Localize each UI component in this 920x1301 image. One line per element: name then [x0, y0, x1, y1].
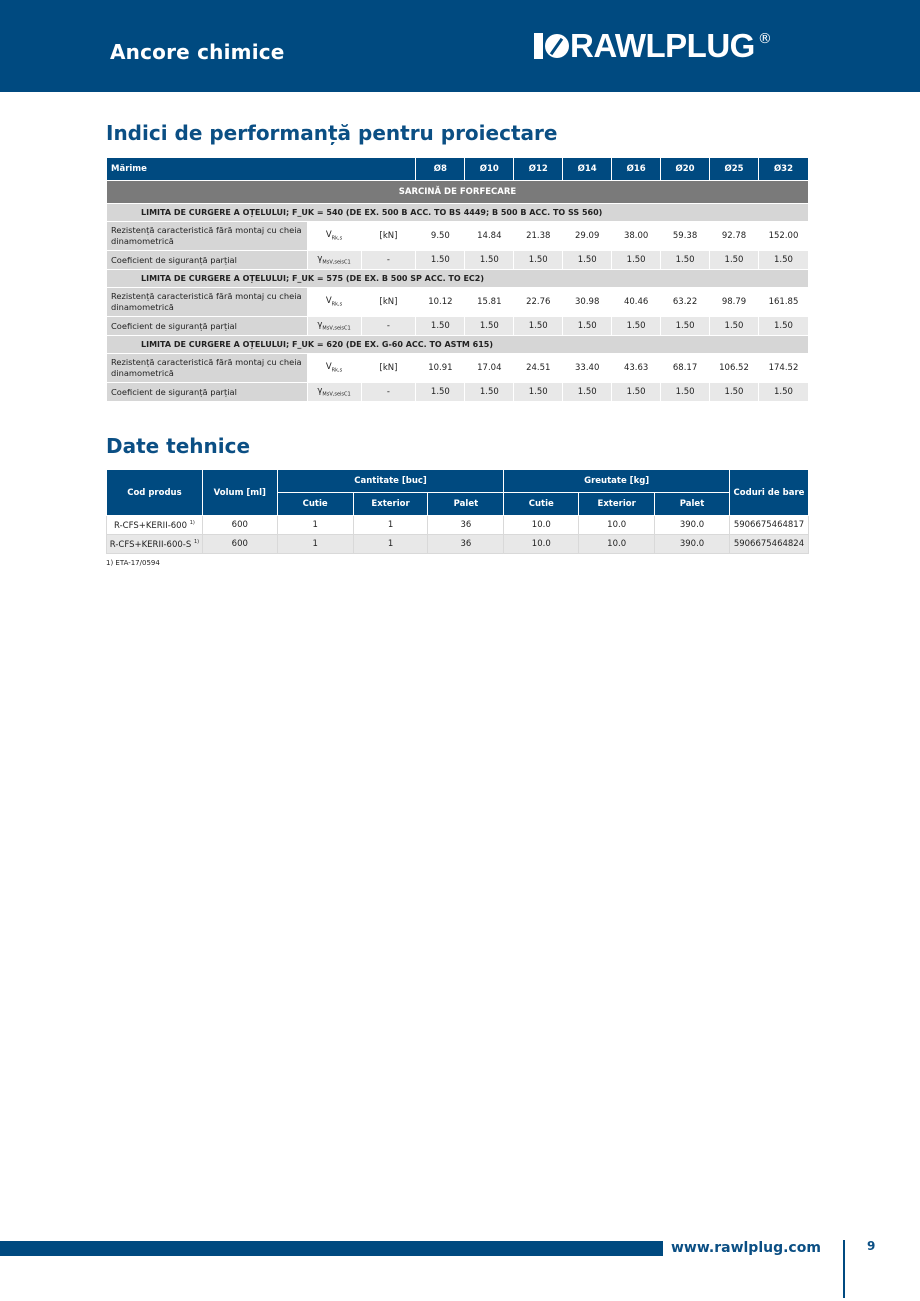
symbol-subscript: Rk,s [331, 367, 343, 374]
value-cell: 10.12 [416, 288, 465, 317]
resistance-symbol [307, 222, 361, 251]
footer-divider [843, 1240, 845, 1298]
col-code: Cod produs [107, 470, 203, 516]
symbol-char: V [325, 296, 332, 307]
value-cell: 1.50 [612, 251, 661, 270]
volume-cell: 600 [202, 535, 277, 554]
value-cell: 161.85 [758, 288, 808, 317]
value-cell: 1.50 [465, 251, 514, 270]
size-header: Ø25 [710, 158, 759, 181]
qty-box-cell: 1 [277, 535, 353, 554]
footnote: 1) ETA-17/0594 [106, 559, 160, 567]
value-cell: 1.50 [661, 317, 710, 336]
col-barcode: Coduri de bare [729, 470, 808, 516]
value-cell: 9.50 [416, 222, 465, 251]
value-cell: 1.50 [416, 251, 465, 270]
col-quantity-pallet: Palet [428, 493, 504, 516]
safety-unit: - [361, 317, 416, 336]
registered-mark: ® [757, 31, 772, 47]
value-cell: 10.91 [416, 354, 465, 383]
page-header [0, 0, 920, 92]
footer-bar [0, 1241, 663, 1256]
safety-label: Coeficient de siguranță parțial [107, 317, 308, 336]
shear-load-label: SARCINĂ DE FORFECARE [107, 181, 809, 204]
value-cell: 17.04 [465, 354, 514, 383]
size-header: Ø12 [514, 158, 563, 181]
value-cell: 30.98 [563, 288, 612, 317]
size-header: Ø14 [563, 158, 612, 181]
value-cell: 1.50 [465, 317, 514, 336]
resistance-unit: [kN] [361, 354, 416, 383]
resistance-row [107, 222, 809, 251]
product-code: R-CFS+KERII-600 [114, 520, 187, 531]
table-row [107, 516, 809, 535]
rawlplug-logo [534, 26, 772, 66]
product-code-cell [107, 535, 203, 554]
steel-yield-group-heading [107, 336, 809, 354]
weight-box-cell: 10.0 [504, 535, 579, 554]
col-quantity-exterior: Exterior [353, 493, 428, 516]
resistance-unit: [kN] [361, 222, 416, 251]
safety-symbol [307, 317, 361, 336]
resistance-label: Rezistență caracteristică fără montaj cu cheia dinamometrică [107, 288, 308, 317]
table-row [107, 535, 809, 554]
weight-box-cell: 10.0 [504, 516, 579, 535]
value-cell: 1.50 [710, 383, 759, 402]
value-cell: 33.40 [563, 354, 612, 383]
barcode-cell: 5906675464824 [729, 535, 808, 554]
resistance-unit: [kN] [361, 288, 416, 317]
value-cell: 1.50 [612, 383, 661, 402]
symbol-subscript: Rk,s [331, 301, 343, 308]
weight-exterior-cell: 10.0 [579, 535, 655, 554]
resistance-label: Rezistență caracteristică fără montaj cu cheia dinamometrică [107, 222, 308, 251]
technical-table [106, 469, 809, 554]
col-weight-pallet: Palet [655, 493, 730, 516]
steel-yield-group-heading [107, 270, 809, 288]
weight-pallet-cell: 390.0 [655, 516, 730, 535]
page-number: 9 [867, 1239, 876, 1253]
value-cell: 22.76 [514, 288, 563, 317]
safety-symbol [307, 383, 361, 402]
col-weight-exterior: Exterior [579, 493, 655, 516]
resistance-symbol [307, 354, 361, 383]
product-code-cell [107, 516, 203, 535]
size-header: Ø32 [758, 158, 808, 181]
value-cell: 1.50 [710, 251, 759, 270]
value-cell: 43.63 [612, 354, 661, 383]
value-cell: 106.52 [710, 354, 759, 383]
safety-label: Coeficient de siguranță parțial [107, 251, 308, 270]
rawlplug-logo-icon [534, 31, 568, 61]
safety-unit: - [361, 251, 416, 270]
qty-box-cell: 1 [277, 516, 353, 535]
col-quantity-box: Cutie [277, 493, 353, 516]
symbol-subscript: MsV,seisC1 [322, 325, 351, 332]
value-cell: 1.50 [416, 317, 465, 336]
value-cell: 152.00 [758, 222, 808, 251]
group-heading: LIMITA DE CURGERE A OȚELULUI; F_UK = 575 (DE EX. B 500 SP ACC. TO EC2) [107, 270, 809, 288]
symbol-subscript: Rk,s [331, 235, 343, 242]
value-cell: 1.50 [758, 251, 808, 270]
resistance-symbol [307, 288, 361, 317]
symbol-char: γ [317, 386, 323, 397]
technical-title: Date tehnice [106, 434, 251, 458]
value-cell: 40.46 [612, 288, 661, 317]
size-header-row [107, 158, 809, 181]
value-cell: 1.50 [416, 383, 465, 402]
qty-pallet-cell: 36 [428, 516, 504, 535]
value-cell: 1.50 [514, 383, 563, 402]
performance-title: Indici de performanță pentru proiectare [106, 121, 558, 145]
value-cell: 1.50 [563, 383, 612, 402]
symbol-char: V [325, 362, 332, 373]
size-header: Ø10 [465, 158, 514, 181]
footnote-ref: 1) [193, 538, 200, 545]
value-cell: 21.38 [514, 222, 563, 251]
value-cell: 92.78 [710, 222, 759, 251]
footnote-ref: 1) [189, 519, 195, 526]
value-cell: 1.50 [612, 317, 661, 336]
value-cell: 1.50 [465, 383, 514, 402]
barcode-cell: 5906675464817 [729, 516, 808, 535]
weight-pallet-cell: 390.0 [655, 535, 730, 554]
value-cell: 1.50 [563, 317, 612, 336]
value-cell: 24.51 [514, 354, 563, 383]
safety-label: Coeficient de siguranță parțial [107, 383, 308, 402]
value-cell: 1.50 [514, 251, 563, 270]
size-header: Ø8 [416, 158, 465, 181]
col-weight: Greutate [kg] [504, 470, 730, 493]
value-cell: 1.50 [661, 383, 710, 402]
value-cell: 1.50 [710, 317, 759, 336]
value-cell: 68.17 [661, 354, 710, 383]
safety-unit: - [361, 383, 416, 402]
value-cell: 98.79 [710, 288, 759, 317]
size-header: Ø20 [661, 158, 710, 181]
value-cell: 1.50 [563, 251, 612, 270]
safety-row [107, 383, 809, 402]
value-cell: 14.84 [465, 222, 514, 251]
size-label: Mărime [107, 158, 416, 181]
resistance-row [107, 288, 809, 317]
symbol-char: γ [317, 320, 323, 331]
safety-symbol [307, 251, 361, 270]
value-cell: 63.22 [661, 288, 710, 317]
performance-table [106, 157, 809, 402]
value-cell: 174.52 [758, 354, 808, 383]
footer-url-link[interactable]: www.rawlplug.com [671, 1240, 821, 1256]
qty-pallet-cell: 36 [428, 535, 504, 554]
product-code: R-CFS+KERII-600-S [109, 539, 192, 550]
group-heading: LIMITA DE CURGERE A OȚELULUI; F_UK = 540 (DE EX. 500 B ACC. TO BS 4449; B 500 B ACC. TO SS 560) [107, 204, 809, 222]
value-cell: 38.00 [612, 222, 661, 251]
header-title: Ancore chimice [110, 40, 285, 64]
logo-text: RAWLPLUG [570, 27, 755, 64]
qty-exterior-cell: 1 [353, 535, 428, 554]
resistance-row [107, 354, 809, 383]
symbol-char: V [325, 230, 332, 241]
steel-yield-group-heading [107, 204, 809, 222]
value-cell: 1.50 [758, 383, 808, 402]
col-volume: Volum [ml] [202, 470, 277, 516]
value-cell: 1.50 [661, 251, 710, 270]
symbol-char: γ [317, 254, 323, 265]
volume-cell: 600 [202, 516, 277, 535]
value-cell: 29.09 [563, 222, 612, 251]
weight-exterior-cell: 10.0 [579, 516, 655, 535]
symbol-subscript: MsV,seisC1 [322, 259, 351, 266]
safety-row [107, 251, 809, 270]
group-heading: LIMITA DE CURGERE A OȚELULUI; F_UK = 620 (DE EX. G-60 ACC. TO ASTM 615) [107, 336, 809, 354]
safety-row [107, 317, 809, 336]
value-cell: 1.50 [514, 317, 563, 336]
size-header: Ø16 [612, 158, 661, 181]
col-quantity: Cantitate [buc] [277, 470, 504, 493]
qty-exterior-cell: 1 [353, 516, 428, 535]
shear-load-band [107, 181, 809, 204]
value-cell: 1.50 [758, 317, 808, 336]
resistance-label: Rezistență caracteristică fără montaj cu cheia dinamometrică [107, 354, 308, 383]
value-cell: 59.38 [661, 222, 710, 251]
symbol-subscript: MsV,seisC1 [322, 391, 351, 398]
value-cell: 15.81 [465, 288, 514, 317]
col-weight-box: Cutie [504, 493, 579, 516]
